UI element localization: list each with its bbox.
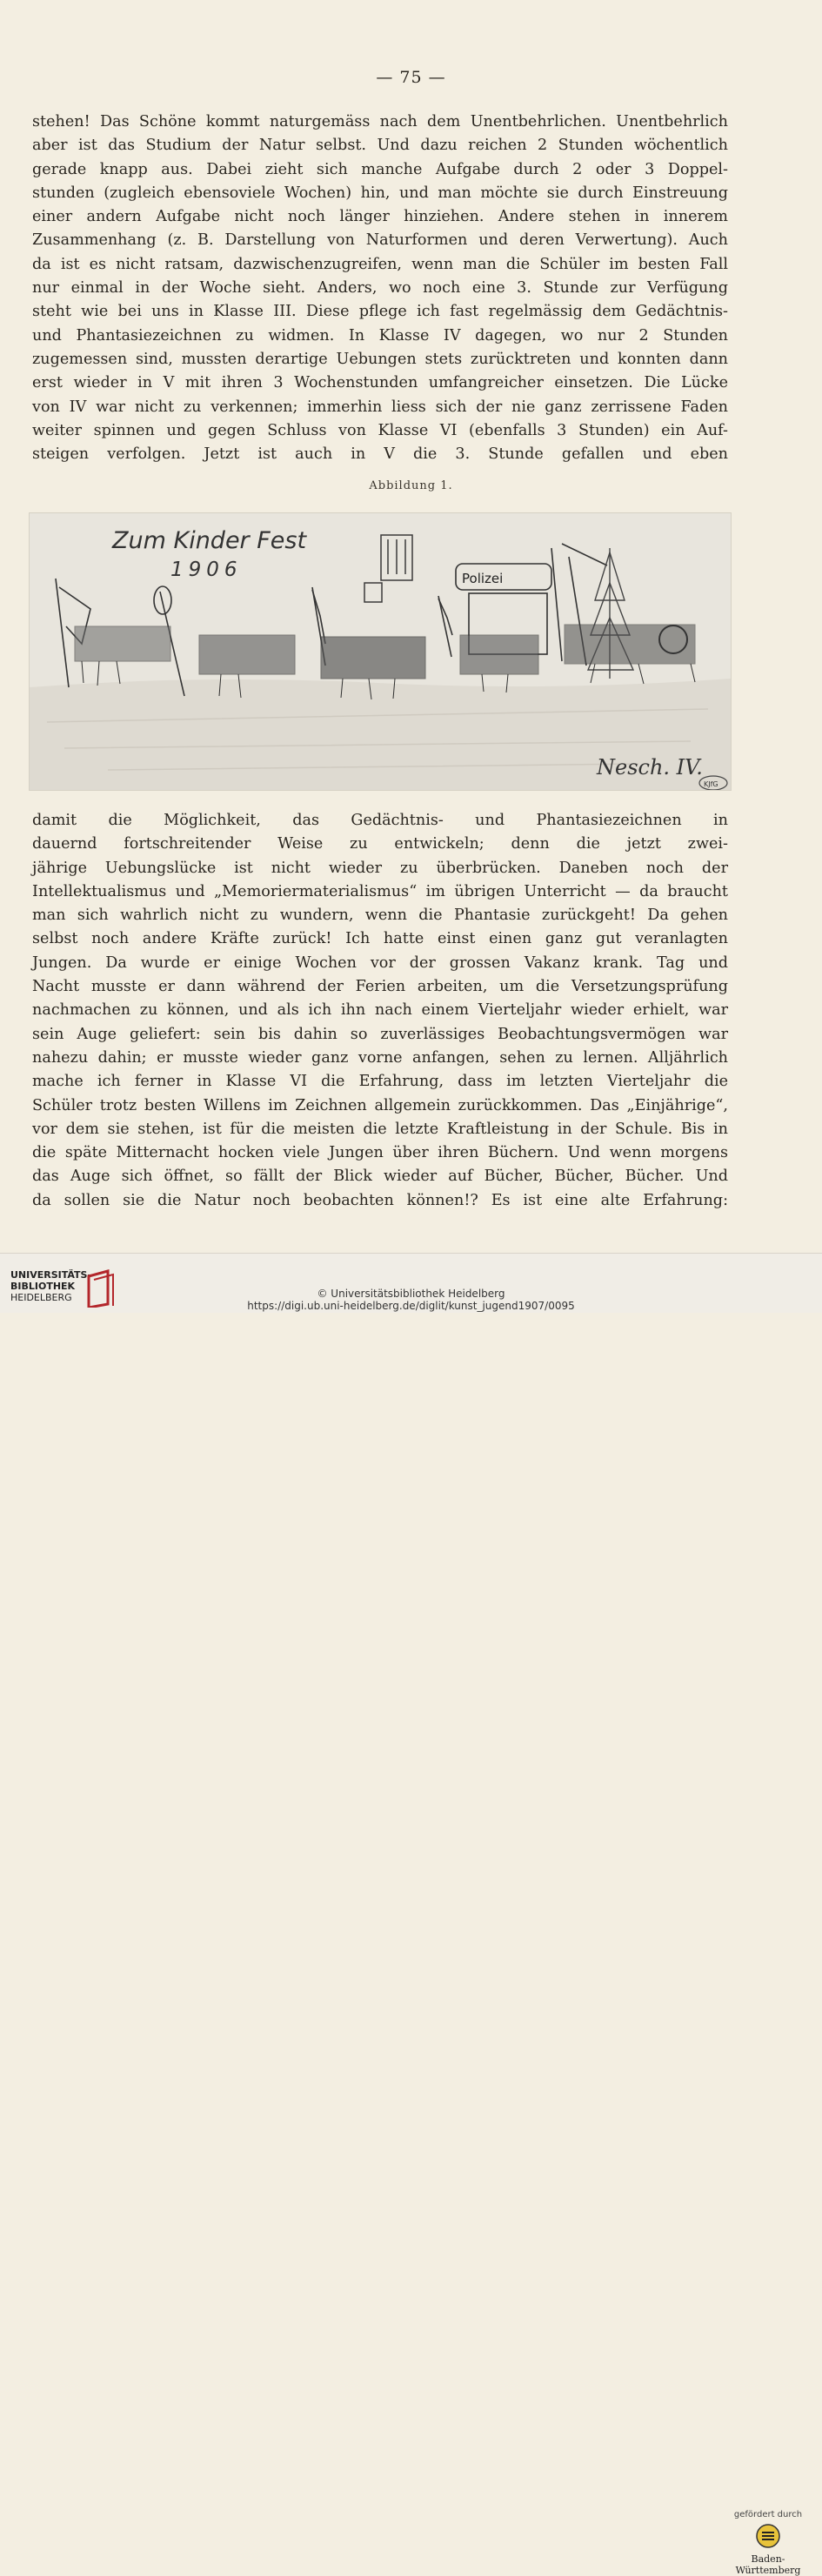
text-line: jährige Uebungslücke ist nicht wieder zu überbrücken. Daneben noch der: [32, 859, 728, 877]
drawing-canvas: [30, 513, 731, 790]
figure-caption: Abbildung 1.: [369, 479, 453, 492]
police-sign: Polizei: [462, 571, 504, 586]
text-line: einer andern Aufgabe nicht noch länger hinziehen. Andere stehen in innerem: [32, 208, 728, 226]
page-number: — 75 —: [376, 68, 446, 87]
text-line: mache ich ferner in Klasse VI die Erfahrung, dass im letzten Vierteljahr die: [32, 1073, 728, 1091]
funder-block: [725, 2510, 812, 2576]
copyright-text: © Universitätsbibliothek Heidelberg: [317, 1288, 505, 1300]
text-line: erst wieder in V mit ihren 3 Wochenstunden umfangreicher einsetzen. Die Lücke: [32, 374, 728, 392]
logo-line: BIBLIOTHEK: [10, 1281, 76, 1292]
text-line: und Phantasiezeichnen zu widmen. In Klasse IV dagegen, wo nur 2 Stunden: [32, 326, 728, 345]
text-line: stehen! Das Schöne kommt naturgemäss nach dem Unentbehrlichen. Unentbehrlich: [32, 113, 728, 130]
text-line: sein Auge geliefert: sein bis dahin so zuverlässiges Beobachtungsvermögen war: [32, 1025, 728, 1043]
funded-by-label: gefördert durch: [733, 2510, 803, 2519]
text-line: steigen verfolgen. Jetzt ist auch in V die 3. Stunde gefallen und eben: [32, 445, 728, 464]
text-line: stunden (zugleich ebensoviele Wochen) hin, und man möchte sie durch Einstreuung: [32, 184, 728, 202]
logo-line: UNIVERSITÄTS-: [10, 1269, 92, 1281]
text-line: Nacht musste er dann während der Ferien arbeiten, um die Versetzungsprüfung: [32, 978, 728, 996]
logo-line: HEIDELBERG: [10, 1292, 72, 1303]
paragraph-bottom: [32, 809, 728, 1213]
text-line: Zusammenhang (z. B. Darstellung von Naturformen und deren Verwertung). Auch: [32, 231, 728, 250]
paragraph-top: [32, 110, 728, 466]
text-line: nachmachen zu können, und als ich ihn nach einem Vierteljahr wieder erhielt, war: [32, 1001, 728, 1020]
text-line: nur einmal in der Woche sieht. Anders, wo noch eine 3. Stunde zur Verfügung: [32, 279, 728, 298]
text-line: steht wie bei uns in Klasse III. Diese pflege ich fast regelmässig dem Gedächtnis-: [32, 303, 728, 321]
text-line: weiter spinnen und gegen Schluss von Klasse VI (ebenfalls 3 Stunden) ein Auf-: [32, 421, 728, 439]
text-line: gerade knapp aus. Dabei zieht sich manche Aufgabe durch 2 oder 3 Doppel-: [32, 160, 728, 178]
text-line: zugemessen sind, mussten derartige Uebungen stets zurücktreten und konnten dann: [32, 350, 728, 368]
drawing-year: 1906: [170, 559, 243, 581]
source-url-link[interactable]: https://digi.ub.uni-heidelberg.de/diglit/kunst_jugend1907/0095: [247, 1300, 575, 1312]
text-line: selbst noch andere Kräfte zurück! Ich hatte einst einen ganz gut veranlagten: [32, 930, 728, 948]
text-line: dauernd fortschreitender Weise zu entwickeln; denn die jetzt zwei-: [32, 835, 728, 853]
text-line: Schüler trotz besten Willens im Zeichnen allgemein zurückkommen. Das „Einjährige“,: [32, 1096, 728, 1114]
text-line: die späte Mitternacht hocken viele Jungen über ihren Büchern. Und wenn morgens: [32, 1144, 728, 1162]
text-line: von IV war nicht zu verkennen; immerhin liess sich der nie ganz zerrissene Faden: [32, 398, 728, 416]
text-line: damit die Möglichkeit, das Gedächtnis- und Phantasiezeichnen in: [32, 812, 728, 829]
drawing-title: Zum Kinder Fest: [112, 527, 307, 554]
text-line: vor dem sie stehen, ist für die meisten die letzte Kraftleistung in der Schule. Bis in: [32, 1120, 728, 1138]
text-line: nahezu dahin; er musste wieder ganz vorne anfangen, sehen zu lernen. Alljährlich: [32, 1048, 728, 1067]
text-line: da sollen sie die Natur noch beobachten können!? Es ist eine alte Erfahrung:: [32, 1191, 728, 1209]
text-line: man sich wahrlich nicht zu wundern, wenn die Phantasie zurückgeht! Da gehen: [32, 907, 728, 925]
artist-signature: Nesch. IV.: [597, 755, 703, 779]
text-line: da ist es nicht ratsam, dazwischenzugreifen, wenn man die Schüler im besten Fall: [32, 255, 728, 273]
text-line: Jungen. Da wurde er einige Wochen vor der grossen Vakanz krank. Tag und: [32, 953, 728, 972]
monogram: KJfG: [704, 780, 718, 788]
state-crest-icon: [755, 2523, 781, 2549]
text-line: Intellektualismus und „Memoriermaterialismus“ im übrigen Unterricht — da braucht: [32, 882, 728, 900]
text-line: das Auge sich öffnet, so fällt der Blick wieder auf Bücher, Bücher, Bücher. Und: [32, 1168, 728, 1186]
funder-name: Baden-Württemberg: [735, 2553, 801, 2576]
children-festival-drawing: [29, 512, 732, 791]
copyright-block: [0, 1288, 822, 1312]
text-line: aber ist das Studium der Natur selbst. Und dazu reichen 2 Stunden wöchentlich: [32, 137, 728, 155]
